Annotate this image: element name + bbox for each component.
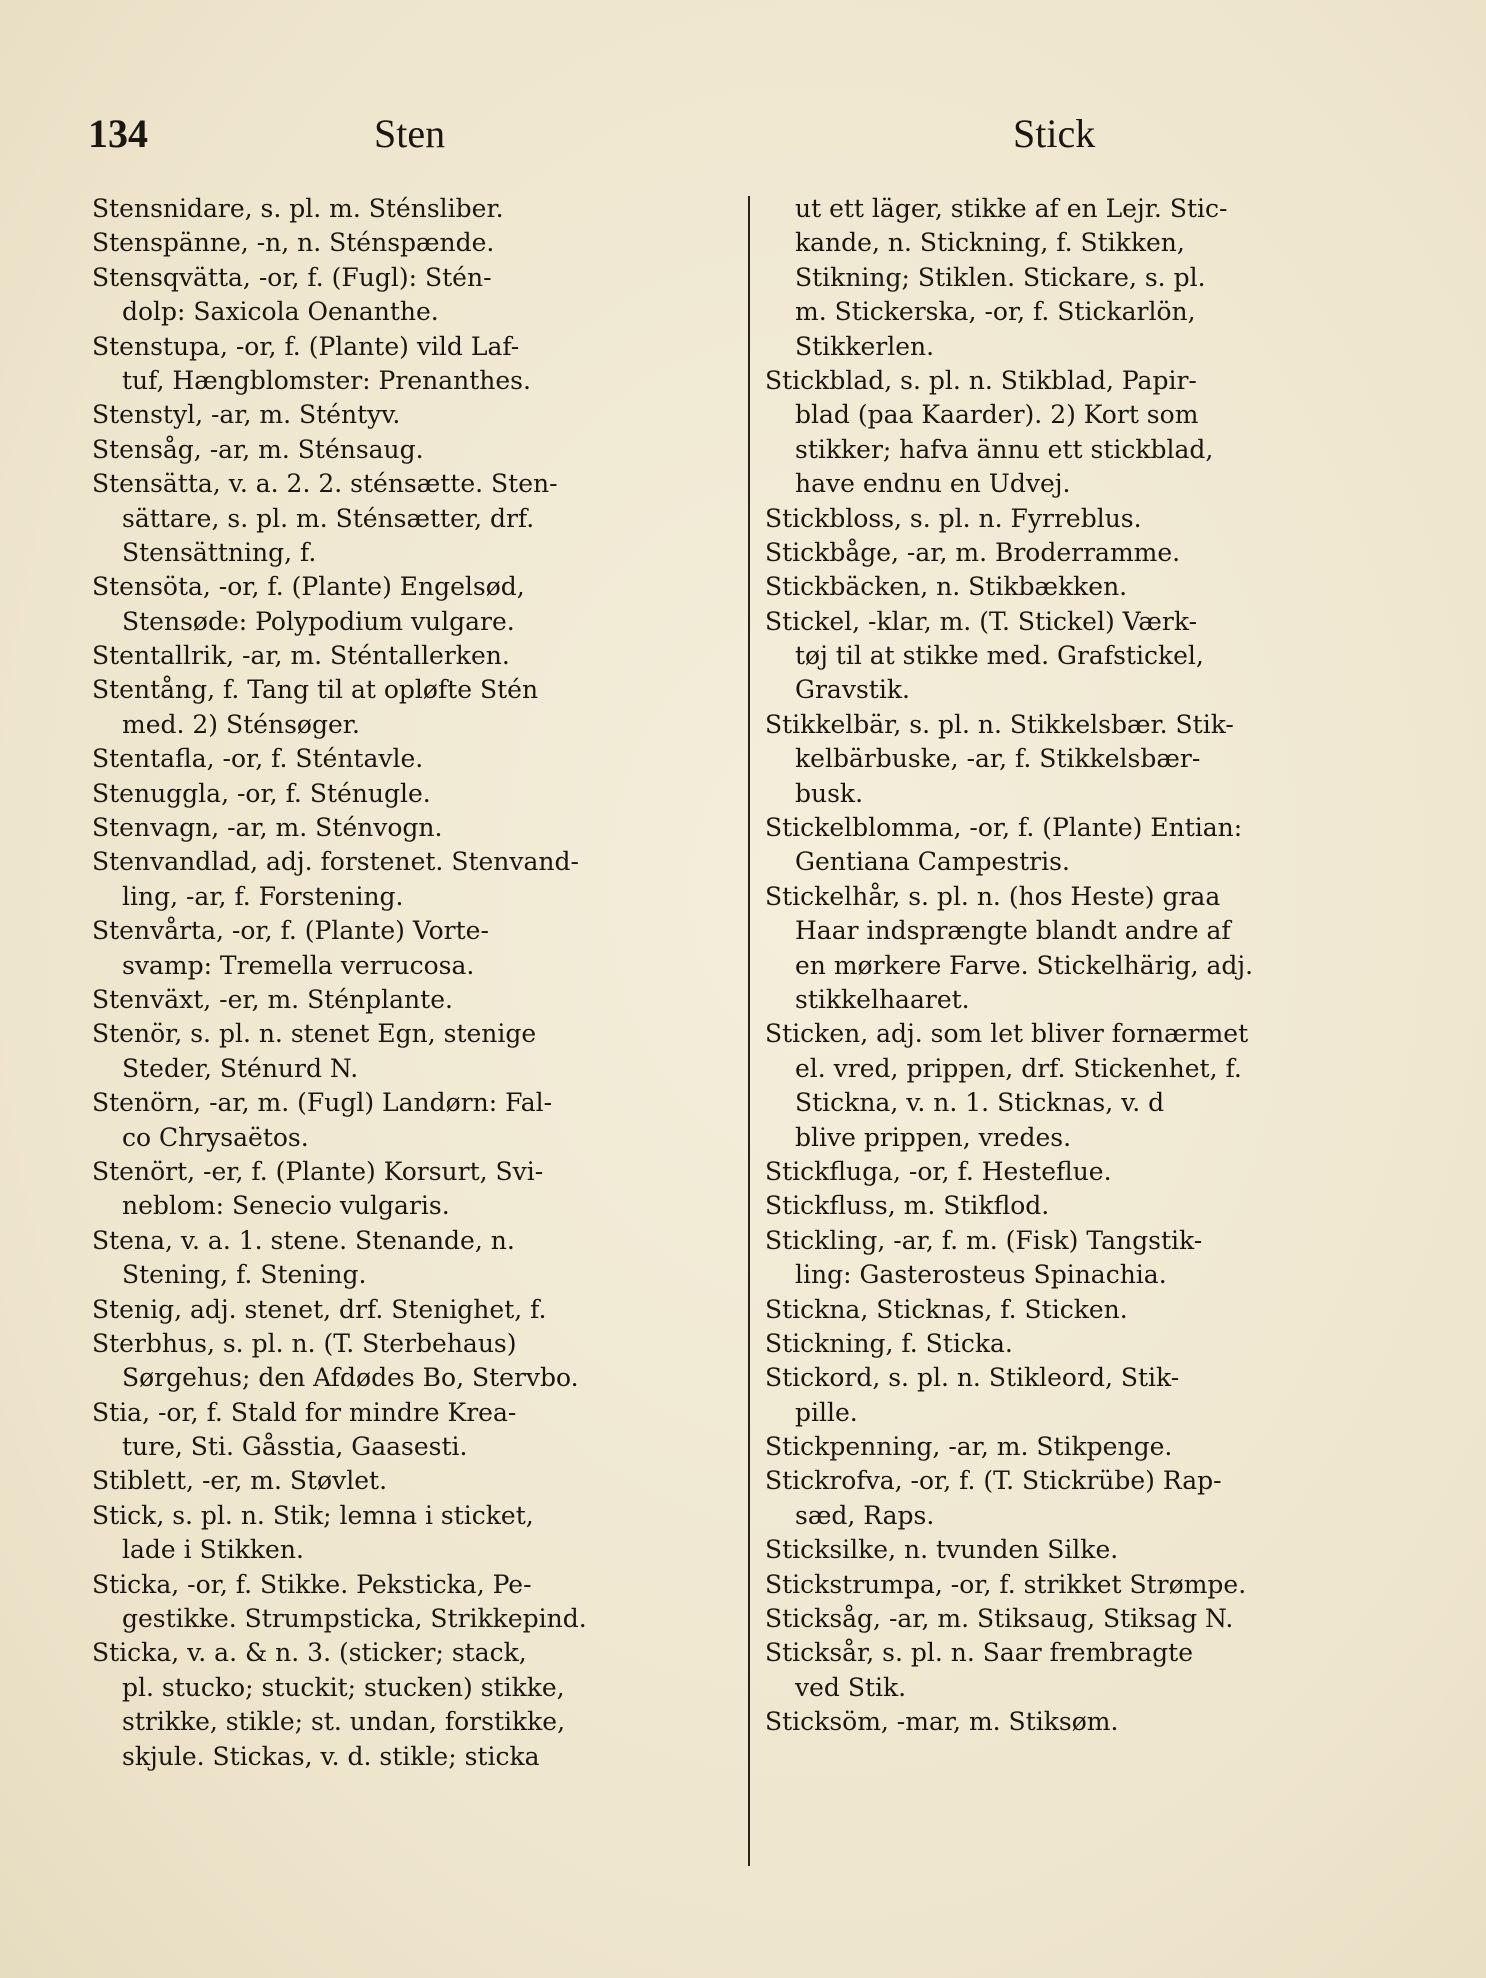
page-number: 134 xyxy=(88,111,148,156)
dictionary-line: Stickbåge, -ar, m. Broderramme. xyxy=(765,537,1181,567)
dictionary-line: Stenspänne, -n, n. Sténspænde. xyxy=(92,228,495,258)
dictionary-line: Stickelblomma, -or, f. (Plante) Entian: xyxy=(765,813,1243,843)
dictionary-line: lade i Stikken. xyxy=(122,1535,304,1565)
dictionary-line: m. Stickerska, -or, f. Stickarlön, xyxy=(795,297,1196,327)
dictionary-line: Sticksilke, n. tvunden Silke. xyxy=(765,1535,1119,1565)
dictionary-line: Stensöta, -or, f. (Plante) Engelsød, xyxy=(92,572,525,602)
dictionary-line: have endnu en Udvej. xyxy=(795,469,1071,499)
dictionary-line: kelbärbuske, -ar, f. Stikkelsbær- xyxy=(795,744,1201,774)
dictionary-line: Stenig, adj. stenet, drf. Stenighet, f. xyxy=(92,1294,547,1324)
dictionary-line: Stenört, -er, f. (Plante) Korsurt, Svi- xyxy=(92,1156,544,1186)
dictionary-line: Stensättning, f. xyxy=(122,537,317,567)
dictionary-line: Stenuggla, -or, f. Sténugle. xyxy=(92,778,431,808)
dictionary-line: strikke, stikle; st. undan, forstikke, xyxy=(122,1707,566,1737)
dictionary-line: Stenvårta, -or, f. (Plante) Vorte- xyxy=(92,916,489,946)
right-guide-word: Stick xyxy=(1013,111,1096,156)
dictionary-line: Sticksöm, -mar, m. Stiksøm. xyxy=(765,1707,1119,1737)
dictionary-line: Stenvandlad, adj. forstenet. Stenvand- xyxy=(92,847,579,877)
dictionary-line: Stensnidare, s. pl. m. Sténsliber. xyxy=(92,194,504,223)
dictionary-line: Stickel, -klar, m. (T. Stickel) Værk- xyxy=(765,606,1198,636)
dictionary-line: Sticksåg, -ar, m. Stiksaug, Stiksag N. xyxy=(765,1604,1234,1634)
dictionary-line: sæd, Raps. xyxy=(795,1500,935,1530)
left-guide-word: Sten xyxy=(374,111,446,156)
dictionary-line: Stensqvätta, -or, f. (Fugl): Stén- xyxy=(92,262,492,292)
dictionary-line: Stentång, f. Tang til at opløfte Stén xyxy=(92,675,539,705)
dictionary-line: Stentallrik, -ar, m. Sténtallerken. xyxy=(92,641,510,671)
dictionary-line: stikkelhaaret. xyxy=(795,984,970,1014)
dictionary-line: svamp: Tremella verrucosa. xyxy=(122,950,475,980)
dictionary-line: tuf, Hængblomster: Prenanthes. xyxy=(122,365,531,395)
dictionary-line: Stensøde: Polypodium vulgare. xyxy=(122,606,515,636)
dictionary-line: Stenstyl, -ar, m. Sténtyv. xyxy=(92,400,401,430)
dictionary-line: Sørgehus; den Afdødes Bo, Stervbo. xyxy=(122,1363,579,1393)
dictionary-line: Stenvagn, -ar, m. Sténvogn. xyxy=(92,813,443,843)
dictionary-line: Stenör, s. pl. n. stenet Egn, stenige xyxy=(92,1019,537,1049)
dictionary-line: Stickrofva, -or, f. (T. Stickrübe) Rap- xyxy=(765,1466,1222,1496)
dictionary-line: el. vred, prippen, drf. Stickenhet, f. xyxy=(795,1053,1242,1083)
dictionary-line: Stickfluss, m. Stikflod. xyxy=(765,1191,1050,1221)
dictionary-line: skjule. Stickas, v. d. stikle; sticka xyxy=(122,1741,540,1771)
dictionary-line: busk. xyxy=(795,778,864,808)
dictionary-line: Stenörn, -ar, m. (Fugl) Landørn: Fal- xyxy=(92,1088,553,1118)
dictionary-line: Stickling, -ar, f. m. (Fisk) Tangstik- xyxy=(765,1225,1203,1255)
dictionary-line: Stickpenning, -ar, m. Stikpenge. xyxy=(765,1432,1173,1462)
dictionary-line: Stenstupa, -or, f. (Plante) vild Laf- xyxy=(92,331,520,361)
dictionary-line: Stiblett, -er, m. Støvlet. xyxy=(92,1466,388,1496)
dictionary-line: Stickstrumpa, -or, f. strikket Strømpe. xyxy=(765,1569,1247,1599)
left-column xyxy=(92,192,722,1872)
dictionary-line: en mørkere Farve. Stickelhärig, adj. xyxy=(795,950,1254,980)
dictionary-line: gestikke. Strumpsticka, Strikkepind. xyxy=(122,1604,587,1634)
dictionary-line: Stikkelbär, s. pl. n. Stikkelsbær. Stik- xyxy=(765,709,1234,739)
dictionary-line: Stick, s. pl. n. Stik; lemna i sticket, xyxy=(92,1500,534,1530)
dictionary-line: Stickord, s. pl. n. Stikleord, Stik- xyxy=(765,1363,1180,1393)
dictionary-line: Steder, Sténurd N. xyxy=(122,1053,359,1083)
dictionary-line: Haar indsprængte blandt andre af xyxy=(795,916,1231,946)
dictionary-line: Sticka, v. a. & n. 3. (sticker; stack, xyxy=(92,1638,527,1668)
dictionary-line: Stickna, v. n. 1. Sticknas, v. d xyxy=(795,1088,1165,1118)
dictionary-line: Stena, v. a. 1. stene. Stenande, n. xyxy=(92,1225,515,1255)
dictionary-line: sättare, s. pl. m. Sténsætter, drf. xyxy=(122,503,535,533)
dictionary-line: Gentiana Campestris. xyxy=(795,847,1070,877)
dictionary-line: ling: Gasterosteus Spinachia. xyxy=(795,1260,1167,1290)
dictionary-line: ture, Sti. Gåsstia, Gaasesti. xyxy=(122,1432,468,1462)
dictionary-line: pl. stucko; stuckit; stucken) stikke, xyxy=(122,1672,565,1702)
dictionary-line: Stickbäcken, n. Stikbækken. xyxy=(765,572,1128,602)
dictionary-line: Stentafla, -or, f. Sténtavle. xyxy=(92,744,424,774)
dictionary-line: Stickfluga, -or, f. Hesteflue. xyxy=(765,1156,1112,1186)
dictionary-line: ved Stik. xyxy=(795,1672,907,1702)
dictionary-line: pille. xyxy=(795,1397,858,1427)
dictionary-line: Sterbhus, s. pl. n. (T. Sterbehaus) xyxy=(92,1328,517,1358)
dictionary-line: Sticken, adj. som let bliver fornærmet xyxy=(765,1019,1249,1049)
dictionary-line: Stickelhår, s. pl. n. (hos Heste) graa xyxy=(765,881,1221,911)
dictionary-line: tøj til at stikke med. Grafstickel, xyxy=(795,641,1204,671)
dictionary-line: Stickbloss, s. pl. n. Fyrreblus. xyxy=(765,503,1142,533)
right-column xyxy=(765,192,1395,1872)
dictionary-line: neblom: Senecio vulgaris. xyxy=(122,1191,450,1221)
dictionary-line: Stickning, f. Sticka. xyxy=(765,1328,1013,1358)
dictionary-line: Sticksår, s. pl. n. Saar frembragte xyxy=(765,1638,1194,1668)
dictionary-line: Sticka, -or, f. Stikke. Peksticka, Pe- xyxy=(92,1569,532,1599)
dictionary-line: Stensåg, -ar, m. Sténsaug. xyxy=(92,434,424,464)
dictionary-line: Stenväxt, -er, m. Sténplante. xyxy=(92,984,453,1014)
dictionary-line: co Chrysaëtos. xyxy=(122,1122,309,1152)
dictionary-line: ut ett läger, stikke af en Lejr. Stic- xyxy=(795,194,1228,223)
page-header xyxy=(88,108,1388,168)
dictionary-line: stikker; hafva ännu ett stickblad, xyxy=(795,434,1214,464)
dictionary-line: blad (paa Kaarder). 2) Kort som xyxy=(795,400,1199,430)
dictionary-line: Stickna, Sticknas, f. Sticken. xyxy=(765,1294,1128,1324)
dictionary-line: Stikning; Stiklen. Stickare, s. pl. xyxy=(795,262,1206,292)
dictionary-line: dolp: Saxicola Oenanthe. xyxy=(122,297,439,327)
dictionary-line: Stia, -or, f. Stald for mindre Krea- xyxy=(92,1397,517,1427)
dictionary-line: med. 2) Sténsøger. xyxy=(122,709,360,739)
dictionary-line: ling, -ar, f. Forstening. xyxy=(122,881,404,911)
dictionary-line: kande, n. Stickning, f. Stikken, xyxy=(795,228,1185,258)
dictionary-line: Stikkerlen. xyxy=(795,331,935,361)
dictionary-line: Stensätta, v. a. 2. 2. sténsætte. Sten- xyxy=(92,469,558,499)
column-divider xyxy=(748,196,750,1866)
dictionary-line: Stickblad, s. pl. n. Stikblad, Papir- xyxy=(765,365,1197,395)
dictionary-line: Gravstik. xyxy=(795,675,910,705)
dictionary-line: Stening, f. Stening. xyxy=(122,1260,367,1290)
dictionary-line: blive prippen, vredes. xyxy=(795,1122,1072,1152)
